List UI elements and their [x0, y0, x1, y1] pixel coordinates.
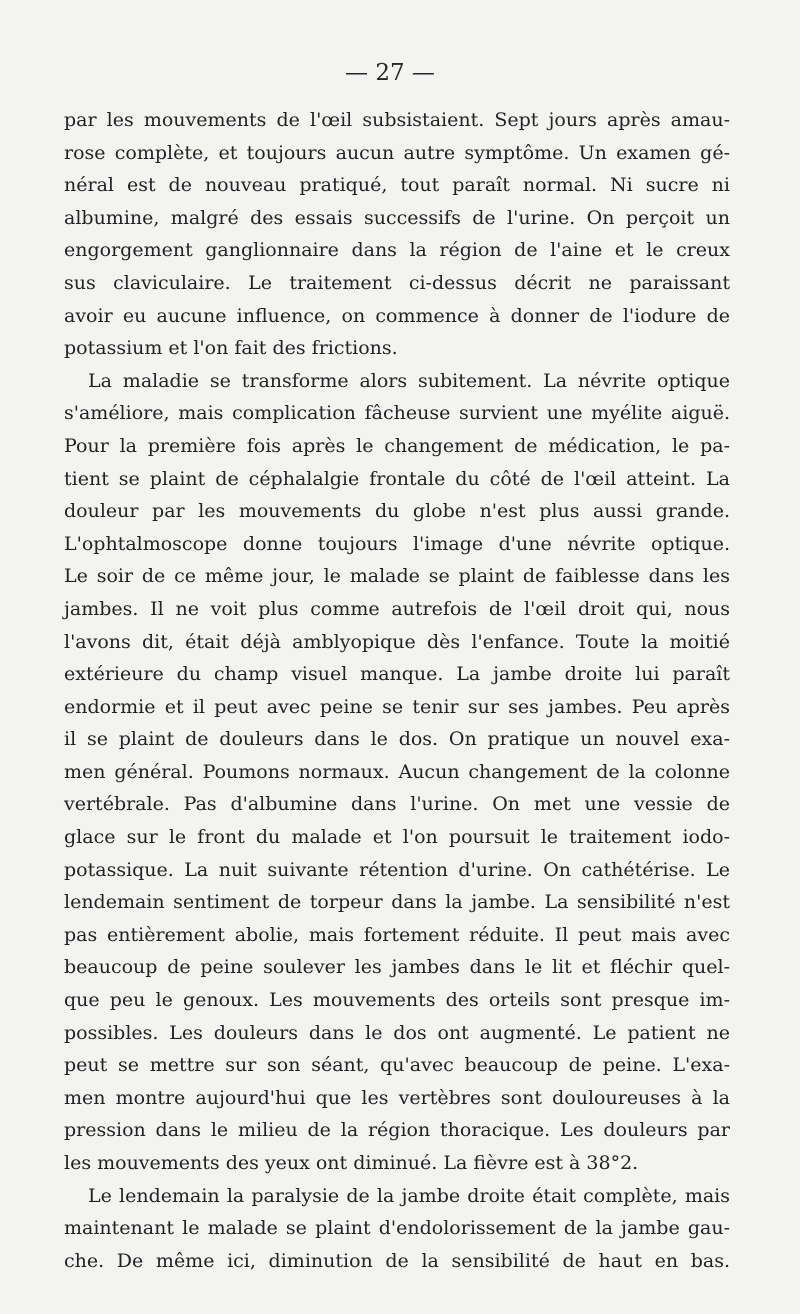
text-line: s'améliore, mais complication fâcheuse survient une myélite aiguë. [64, 402, 730, 425]
text-line: que peu le genoux. Les mouvements des orteils sont presque im- [64, 989, 730, 1012]
text-line: l'avons dit, était déjà amblyopique dès l'enfance. Toute la moitié [64, 630, 730, 653]
text-line: rose complète, et toujours aucun autre symptôme. Un examen gé- [64, 141, 730, 164]
text-line: maintenant le malade se plaint d'endolorissement de la jambe gau- [64, 1217, 730, 1240]
text-line: Le soir de ce même jour, le malade se plaint de faiblesse dans les [64, 565, 730, 588]
text-line: Le lendemain la paralysie de la jambe droite était complète, mais [88, 1184, 730, 1207]
text-line: La maladie se transforme alors subitement. La névrite optique [88, 369, 730, 392]
text-line: albumine, malgré des essais successifs de l'urine. On perçoit un [64, 206, 730, 229]
text-line: lendemain sentiment de torpeur dans la jambe. La sensibilité n'est [64, 891, 730, 914]
text-line: peut se mettre sur son séant, qu'avec beaucoup de peine. L'exa- [64, 1054, 730, 1077]
text-line: glace sur le front du malade et l'on poursuit le traitement iodo- [64, 826, 730, 849]
text-line: pas entièrement abolie, mais fortement réduite. Il peut mais avec [64, 923, 730, 946]
paragraph-1 [64, 104, 730, 365]
paragraph-2 [64, 365, 730, 1180]
text-line: L'ophtalmoscope donne toujours l'image d'une névrite optique. [64, 532, 730, 555]
text-line: les mouvements des yeux ont diminué. La fièvre est à 38°2. [64, 1152, 639, 1174]
text-line: potassique. La nuit suivante rétention d'urine. On cathétérise. Le [64, 858, 730, 881]
text-line: Pour la première fois après le changement de médication, le pa- [64, 434, 730, 457]
page-number: — 27 — [345, 60, 435, 86]
text-line: par les mouvements de l'œil subsistaient. Sept jours après amau- [64, 109, 730, 131]
text-line: il se plaint de douleurs dans le dos. On pratique un nouvel exa- [64, 728, 730, 751]
text-line: potassium et l'on fait des frictions. [64, 337, 398, 360]
text-line: pression dans le milieu de la région thoracique. Les douleurs par [64, 1119, 730, 1142]
paragraph-3 [64, 1180, 730, 1278]
text-line: jambes. Il ne voit plus comme autrefois de l'œil droit qui, nous [64, 597, 730, 620]
text-line: possibles. Les douleurs dans le dos ont augmenté. Le patient ne [64, 1021, 730, 1044]
text-line: engorgement ganglionnaire dans la région de l'aine et le creux [64, 239, 730, 262]
text-line: extérieure du champ visuel manque. La jambe droite lui paraît [64, 663, 730, 686]
text-line: beaucoup de peine soulever les jambes dans le lit et fléchir quel- [64, 956, 730, 979]
text-line: vertébrale. Pas d'albumine dans l'urine. On met une vessie de [64, 793, 730, 816]
text-line: men général. Poumons normaux. Aucun changement de la colonne [64, 760, 730, 783]
text-line: avoir eu aucune influence, on commence à donner de l'iodure de [64, 304, 730, 327]
text-line: douleur par les mouvements du globe n'est plus aussi grande. [64, 500, 730, 523]
text-line: endormie et il peut avec peine se tenir sur ses jambes. Peu après [64, 695, 730, 718]
text-line: néral est de nouveau pratiqué, tout paraît normal. Ni sucre ni [64, 174, 730, 197]
body-text [64, 104, 730, 1277]
text-line: tient se plaint de céphalalgie frontale du côté de l'œil atteint. La [64, 467, 730, 490]
text-line: men montre aujourd'hui que les vertèbres sont douloureuses à la [64, 1086, 730, 1109]
text-line: che. De même ici, diminution de la sensibilité de haut en bas. [64, 1249, 730, 1272]
text-line: sus claviculaire. Le traitement ci-dessus décrit ne paraissant [64, 271, 730, 294]
